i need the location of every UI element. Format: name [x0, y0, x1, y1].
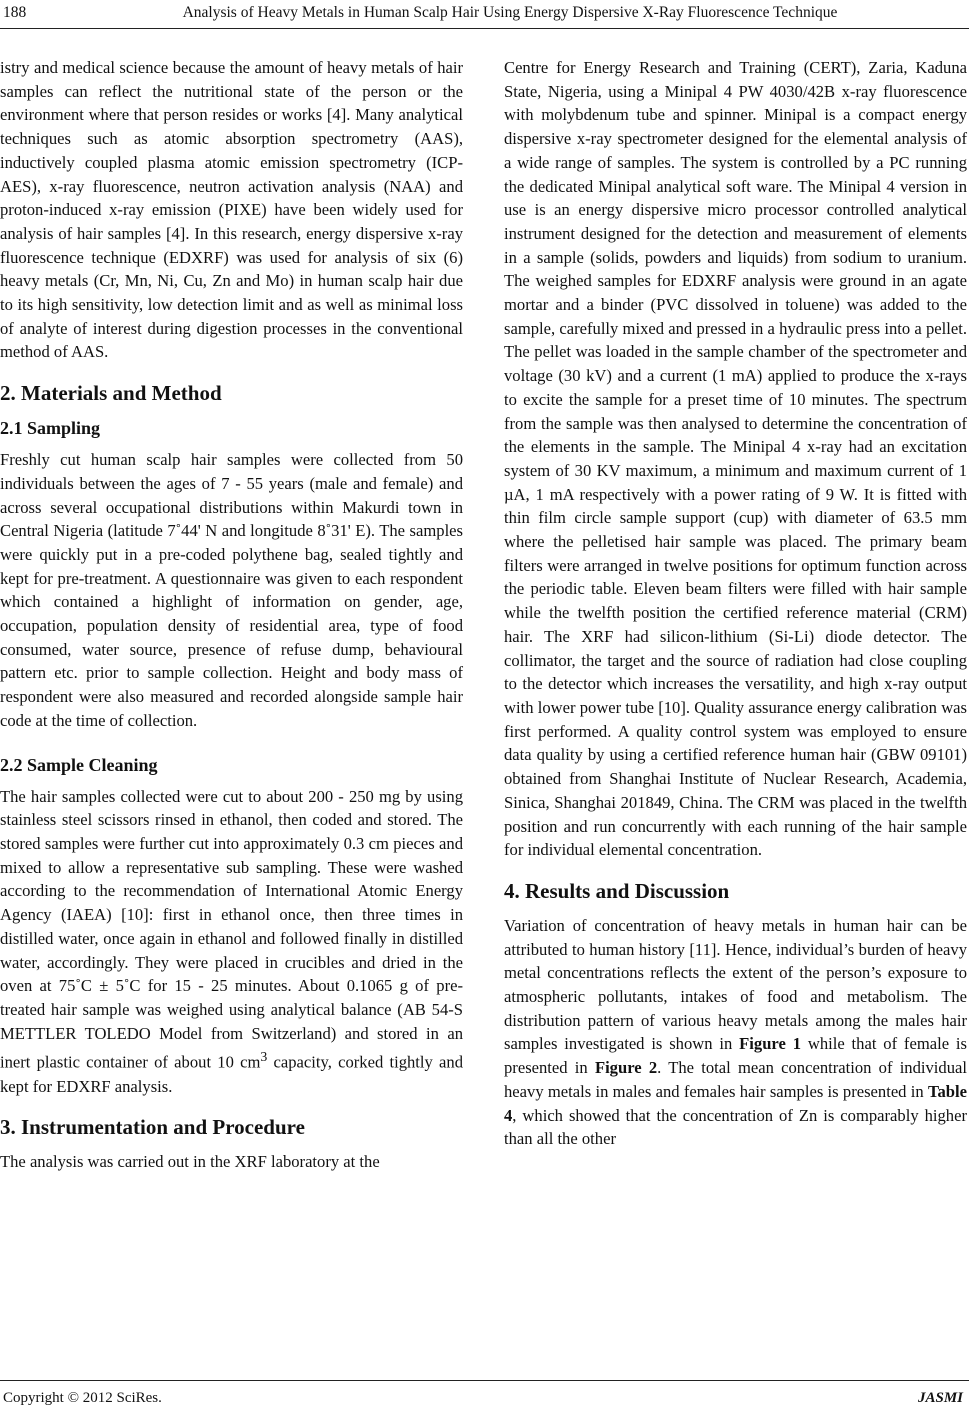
footer-rule — [0, 1380, 969, 1381]
journal-abbreviation: JASMI — [917, 1390, 963, 1406]
results-text-d: , which showed that the concentration of Zn is comparably higher than all the other — [504, 1105, 967, 1149]
results-text-c: . The total mean concentration of individual heavy metals in males and females hair samples is presented in — [504, 1058, 967, 1101]
intro-paragraph: istry and medical science because the amount of heavy metals of hair samples can reflect the nutritional state of the person or the environment where that person resides or works [4]. Many analytical techniques such as atomic absorption spectrometry (AAS), inductively coupled plasma atomic emission spectrometry (ICP-AES), x-ray fluorescence, neutron activation analysis (NAA) and proton-induced x-ray emission (PIXE) have been widely used for analysis of hair samples [4]. In this research, energy dispersive x-ray fluorescence technique (EDXRF) was used for analysis of six (6) heavy metals (Cr, Mn, Ni, Cu, Zn and Mo) in human scalp hair due to its high sensitivity, low detection limit and as well as minimal loss of analyte of interest during digestion processes in the conventional method of AAS. — [0, 58, 463, 362]
section-3-heading: 3. Instrumentation and Procedure — [0, 1115, 305, 1140]
instrumentation-paragraph: Centre for Energy Research and Training (CERT), Zaria, Kaduna State, Nigeria, using a Minipal 4 PW 4030/42B x-ray fluorescence with molybdenum tube and spinner. Minipal is a compact energy dispersive x-ray spectrometer designed for the elemental analysis of a wide range of samples. The system is controlled by a PC running the dedicated Minipal analytical soft ware. The Minipal 4 version in use is an energy dispersive micro processor controlled analytical instrument designed for the detection and measurement of elements in a sample (solids, powders and liquids) from sodium to uranium. The weighed samples for EDXRF analysis were ground in an agate mortar and a binder (PVC dissolved in toluene) was added to the sample, carefully mixed and pressed in a hydraulic press into a pellet. The pellet was loaded in the sample chamber of the spectrometer and voltage (30 kV) and a current (1 mA) applied to produce the x-rays to excite the sample for a preset time of 10 minutes. The spectrum from the sample was then analysed to determine the concentration of the elements in the sample. The Minipal 4 x-ray had an excitation system of 30 KV maximum, a minimum and maximum current of 1 µA, 1 mA respectively with a power rating of 9 W. It is fitted with thin film circle sample support (cup) with diameter of 63.5 mm where the pelletised hair sample was placed. The primary beam filters were arranged in twelve positions for optimum function across the periodic table. Eleven beam filters were filled with hair sample while the twelfth position the certified reference material (CRM) hair. The XRF had silicon-lithium (Si-Li) diode detector. The collimator, the target and the source of radiation had close coupling to the detector which increases the versatility, and high x-ray output with lower power tube [10]. Quality assurance energy calibration was first performed. A quality control system was employed to ensure data quality by using a certified reference human hair (GBW 09101) obtained from Shanghai Institute of Nuclear Research, Academia, Sinica, Shanghai 201849, China. The CRM was placed in the twelfth position and run concurrently with each running of the hair sample for individual elemental concentration. — [504, 58, 967, 860]
section-4-heading: 4. Results and Discussion — [504, 878, 730, 903]
superscript-3: 3 — [260, 1049, 268, 1065]
results-paragraph — [504, 914, 967, 1151]
subsection-2-1-heading: 2.1 Sampling — [0, 418, 101, 439]
left-column — [0, 56, 463, 1174]
sample-cleaning-paragraph — [0, 785, 463, 1099]
page-footer — [0, 1386, 969, 1410]
header-rule — [0, 28, 969, 29]
subsection-2-2-heading: 2.2 Sample Cleaning — [0, 754, 158, 775]
results-text-b: while that of female is presented in — [504, 1034, 967, 1078]
instrumentation-paragraph-start: The analysis was carried out in the XRF laboratory at the — [0, 1152, 380, 1172]
copyright-notice: Copyright © 2012 SciRes. — [3, 1390, 162, 1406]
sample-cleaning-text-a: The hair samples collected were cut to about 200 - 250 mg by using stainless steel scissors rinsed in ethanol, then coded and stored. The stored samples were further cut into approximately 0.3 cm pieces and mixed to allow a representative sub sampling. These were washed according to the recommendation of International Atomic Energy Agency (IAEA) [10]: first in ethanol once, then three times in distilled water, once again in ethanol and followed finally in distilled water, accordingly. They were placed in crucibles and dried in the oven at 75˚C ± 5˚C for 15 - 25 minutes. About 0.1065 g of pre-treated hair sample was weighed using analytical balance (AB 54-S METTLER TOLEDO Model from Switzerland) and stored in an inert plastic container of about 10 cm — [0, 786, 463, 1072]
sample-cleaning-text-b: capacity, corked tightly and kept for EDXRF analysis. — [0, 1052, 463, 1096]
table-4-reference[interactable]: Table 4 — [504, 1081, 967, 1125]
right-column — [504, 56, 967, 1151]
figure-2-reference[interactable]: Figure 2 — [594, 1058, 658, 1078]
running-header — [0, 0, 969, 26]
figure-1-reference[interactable]: Figure 1 — [739, 1034, 801, 1054]
section-2-heading: 2. Materials and Method — [0, 381, 222, 406]
running-title: Analysis of Heavy Metals in Human Scalp Hair Using Energy Dispersive X-Ray Fluorescence Technique — [182, 4, 838, 21]
results-text-a: Variation of concentration of heavy metals in human hair can be attributed to human history [11]. Hence, individual’s burden of heavy metal concentrations reflects the extent of the person’s exposure to atmospheric pollutants, intakes of food and metabolism. The distribution pattern of various heavy metals among the males hair samples investigated is shown in — [504, 915, 967, 1054]
page-number: 188 — [3, 4, 27, 21]
sampling-paragraph: Freshly cut human scalp hair samples were collected from 50 individuals between the ages of 7 - 55 years (male and female) and across several occupational distributions within Makurdi town in Central Nigeria (latitude 7˚44' N and longitude 8˚31' E). The samples were quickly put in a pre-coded polythene bag, sealed tightly and kept for pre-treatment. A questionnaire was given to each respondent which contained a highlight of information on gender, age, occupation, population density of residential area, type of food consumed, water source, presence of refuse dump, behavioural pattern etc. prior to sample collection. Height and body mass of respondent were also measured and recorded alongside sample hair code at the time of collection. — [0, 450, 463, 730]
